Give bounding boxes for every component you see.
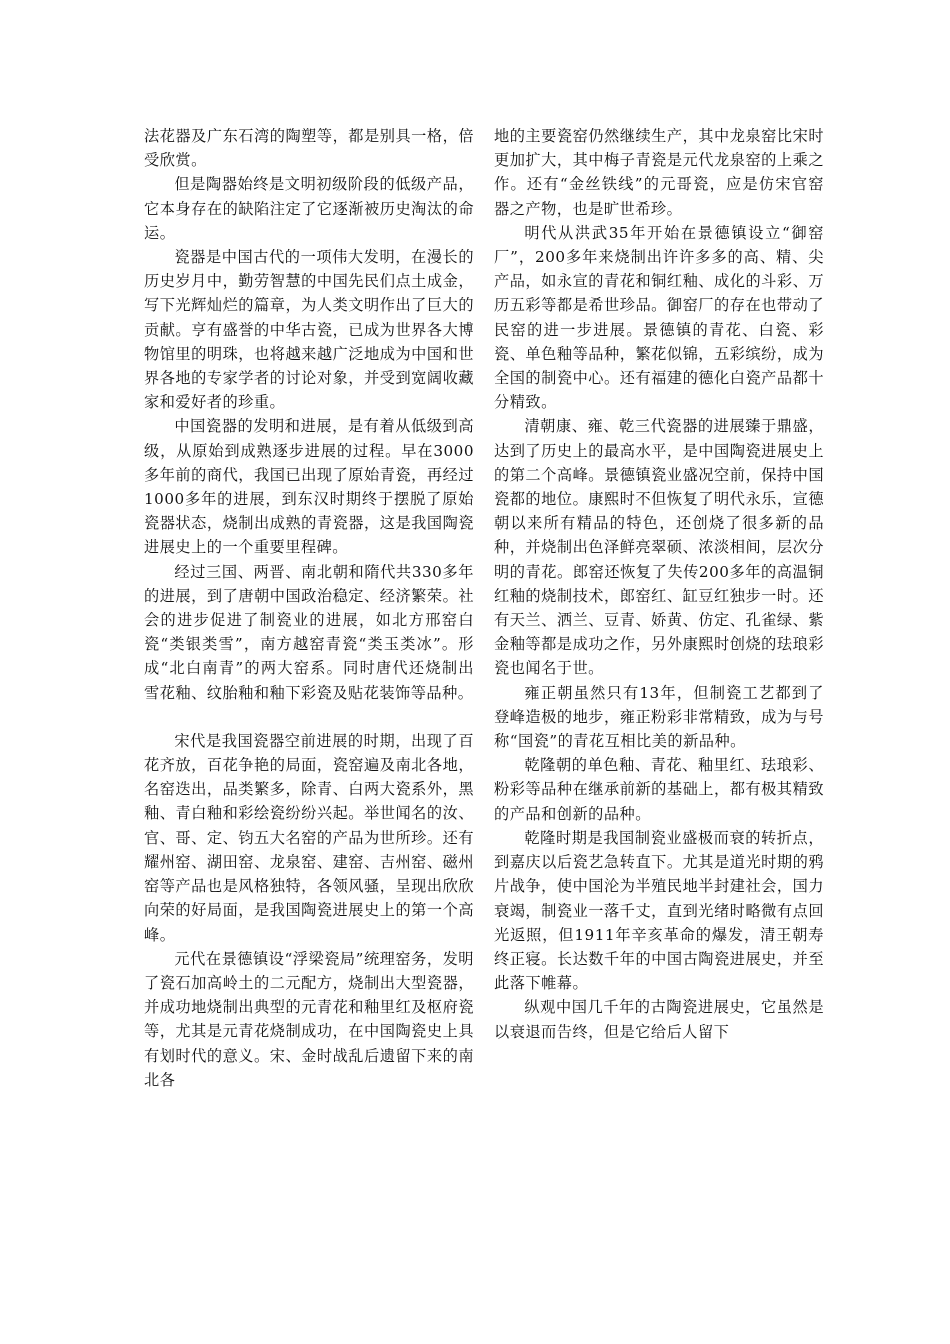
paragraph: 瓷器是中国古代的一项伟大发明，在漫长的历史岁月中，勤劳智慧的中国先民们点土成金，写下光辉灿烂的篇章，为人类文明作出了巨大的贡献。亨有盛誉的中华古瓷，已成为世界各大博物馆里的明珠，也将越来越广泛地成为中国和世界各地的专家学者的讨论对象，并受到宽阔收藏家和爱好者的珍重。 bbox=[144, 248, 474, 412]
paragraph: 明代从洪武35年开始在景德镇设立“御窑厂”，200多年来烧制出许许多多的高、精、尖产品，如永宣的青花和铜红釉、成化的斗彩、万历五彩等都是希世珍品。御窑厂的存在也带动了民窑的进一步进展。景德镇的青花、白瓷、彩瓷、单色釉等品种，繁花似锦，五彩缤纷，成为全国的制瓷中心。还有福建的德化白瓷产品都十分精致。 bbox=[494, 223, 824, 412]
paragraph: 地的主要瓷窑仍然继续生产，其中龙泉窑比宋时更加扩大，其中梅子青瓷是元代龙泉窑的上乘之作。还有“金丝铁线”的元哥瓷，应是仿宋官窑器之产物，也是旷世希珍。 bbox=[494, 127, 824, 218]
right-column bbox=[494, 124, 824, 1044]
paragraph: 法花器及广东石湾的陶塑等，都是别具一格，倍受欣赏。 bbox=[144, 127, 474, 170]
paragraph: 元代在景德镇设“浮梁瓷局”统理窑务，发明了瓷石加高岭土的二元配方，烧制出大型瓷器，并成功地烧制出典型的元青花和釉里红及枢府瓷等，尤其是元青花烧制成功，在中国陶瓷史上具有划时代的意义。宋、金时战乱后遗留下来的南北各 bbox=[144, 949, 474, 1089]
paragraph: 纵观中国几千年的古陶瓷进展史，它虽然是以衰退而告终，但是它给后人留下 bbox=[494, 998, 824, 1041]
paragraph: 乾隆时期是我国制瓷业盛极而衰的转折点，到嘉庆以后瓷艺急转直下。尤其是道光时期的鸦片战争，使中国沦为半殖民地半封建社会，国力衰竭，制瓷业一落千丈，直到光绪时略微有点回光返照，但1911年辛亥革命的爆发，清王朝寿终正寝。长达数千年的中国古陶瓷进展史，并至此落下帷幕。 bbox=[494, 828, 824, 993]
left-column bbox=[144, 124, 474, 1092]
paragraph: 中国瓷器的发明和进展，是有着从低级到高级，从原始到成熟逐步进展的过程。早在3000多年前的商代，我国已出现了原始青瓷，再经过1000多年的进展，到东汉时期终于摆脱了原始瓷器状态，烧制出成熟的青瓷器，这是我国陶瓷进展史上的一个重要里程碑。 bbox=[144, 417, 474, 557]
paragraph: 经过三国、两晋、南北朝和隋代共330多年的进展，到了唐朝中国政治稳定、经济繁荣。社会的进步促进了制瓷业的进展，如北方邢窑白瓷“类银类雪”，南方越窑青瓷“类玉类冰”。形成“北白南青”的两大窑系。同时唐代还烧制出雪花釉、纹胎釉和釉下彩瓷及贴花装饰等品种。 bbox=[144, 562, 474, 702]
paragraph: 但是陶器始终是文明初级阶段的低级产品，它本身存在的缺陷注定了它逐渐被历史淘汰的命运。 bbox=[144, 175, 474, 242]
paragraph: 乾隆朝的单色釉、青花、釉里红、珐琅彩、粉彩等品种在继承前新的基础上，都有极其精致的产品和创新的品种。 bbox=[494, 756, 824, 823]
paragraph: 宋代是我国瓷器空前进展的时期，出现了百花齐放，百花争艳的局面，瓷窑遍及南北各地，名窑迭出，品类繁多，除青、白两大瓷系外，黑釉、青白釉和彩绘瓷纷纷兴起。举世闻名的汝、官、哥、定、钧五大名窑的产品为世所珍。还有耀州窑、湖田窑、龙泉窑、建窑、吉州窑、磁州窑等产品也是风格独特，各领风骚，呈现出欣欣向荣的好局面，是我国陶瓷进展史上的第一个高峰。 bbox=[144, 731, 474, 944]
paragraph: 雍正朝虽然只有13年，但制瓷工艺都到了登峰造极的地步，雍正粉彩非常精致，成为与号称“国瓷”的青花互相比美的新品种。 bbox=[494, 683, 824, 751]
paragraph-gap bbox=[144, 705, 474, 729]
paragraph: 清朝康、雍、乾三代瓷器的进展臻于鼎盛，达到了历史上的最高水平，是中国陶瓷进展史上的第二个高峰。景德镇瓷业盛况空前，保持中国瓷都的地位。康熙时不但恢复了明代永乐，宣德朝以来所有精品的特色，还创烧了很多新的品种，并烧制出色泽鲜亮翠硕、浓淡相间，层次分明的青花。郎窑还恢复了失传200多年的高温铜红釉的烧制技术，郎窑红、缸豆红独步一时。还有天兰、洒兰、豆青、娇黄、仿定、孔雀绿、紫金釉等都是成功之作，另外康熙时创烧的珐琅彩瓷也闻名于世。 bbox=[494, 417, 824, 678]
